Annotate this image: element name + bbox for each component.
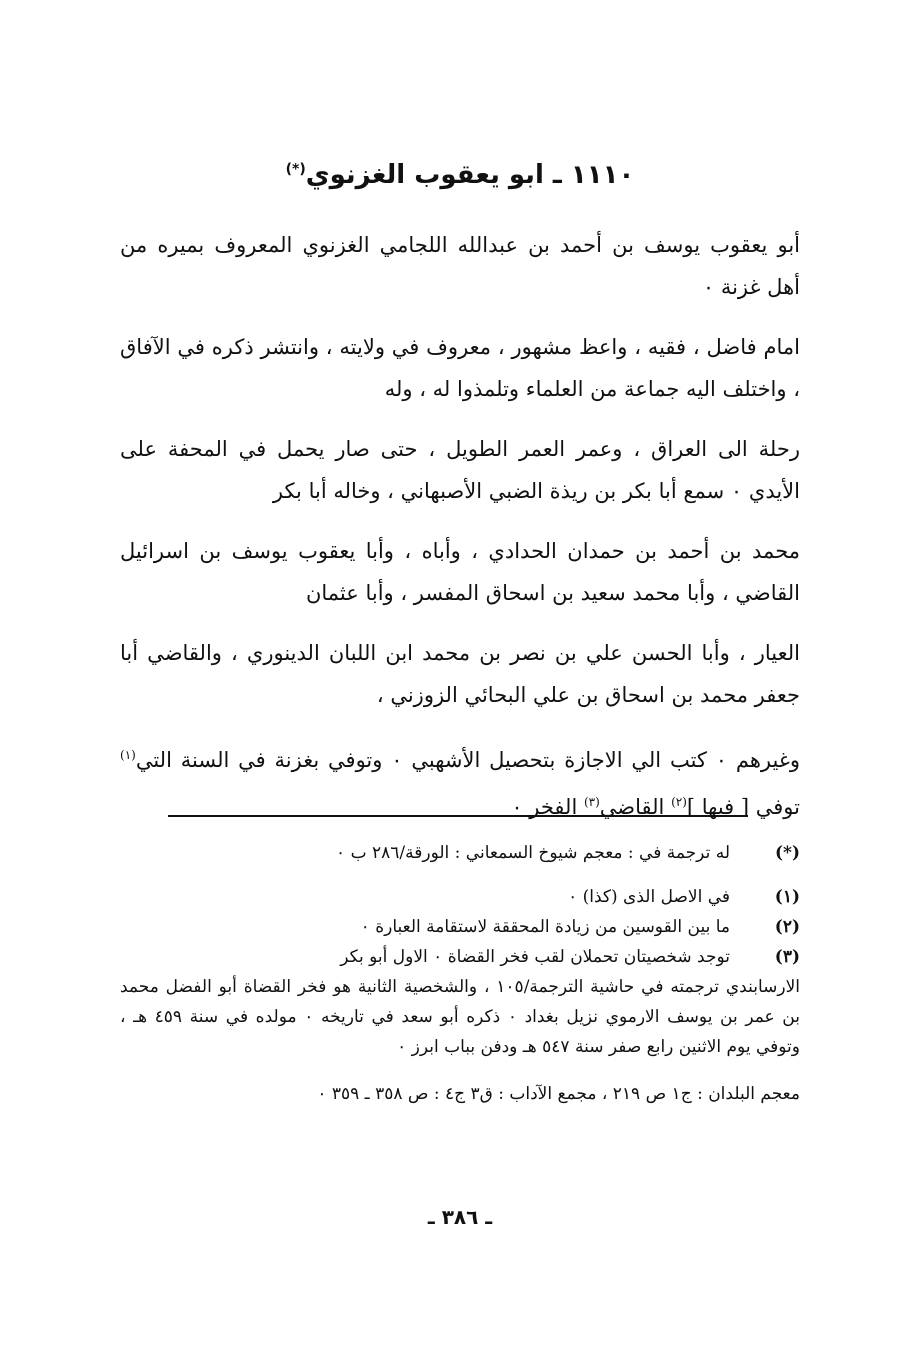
paragraph-more-teachers: العيار ، وأبا الحسن علي بن نصر بن محمد ابن اللبان الدينوري ، والقاضي أبا جعفر محمد بن اسحاق بن علي البحائي الزوزني ،	[120, 641, 800, 707]
entry-title-footnote-mark: (*)	[285, 161, 306, 178]
footnote-marker: (٣)	[774, 947, 800, 967]
paragraph-travels: رحلة الى العراق ، وعمر العمر الطويل ، حتى صار يحمل في المحفة على الأيدي ٠ سمع أبا بكر بن ريذة الضبي الأصبهاني ، وخاله أبا بكر	[120, 437, 800, 503]
footnote-text: ما بين القوسين من زيادة المحققة لاستقامة العبارة ٠	[360, 917, 730, 937]
footnote-text: توجد شخصيتان تحملان لقب فخر القضاة ٠ الاول أبو بكر	[340, 947, 730, 967]
paragraph-description: امام فاضل ، فقيه ، واعظ مشهور ، معروف في ولايته ، وانتشر ذكره في الآفاق ، واختلف اليه جماعة من العلماء وتلمذوا له ، وله	[120, 335, 800, 401]
footnote-star	[120, 838, 800, 868]
paragraph-teachers: محمد بن أحمد بن حمدان الحدادي ، وأباه ، وأبا يعقوب يوسف بن اسرائيل القاضي ، وأبا محمد سعيد بن اسحاق المفسر ، وأبا عثمان	[120, 539, 800, 605]
death-part-c: القاضي	[599, 795, 672, 819]
footnote-continuation: الارسابندي ترجمته في حاشية الترجمة/١٠٥ ، والشخصية الثانية هو فخر القضاة أبو الفضل محمد بن عمر بن يوسف الارموي نزيل بغداد ٠ ذكره أبو سعد في تاريخه ٠ مولده في سنة ٤٥٩ هـ ، وتوفي يوم الاثنين رابع صفر سنة ٥٤٧ هـ ودفن بباب ابرز ٠	[120, 977, 800, 1057]
footnote-item	[120, 882, 800, 912]
entry-title	[120, 160, 800, 190]
paragraph-name: أبو يعقوب يوسف بن أحمد بن عبدالله اللجامي الغزنوي المعروف بميره من أهل غزنة ٠	[120, 233, 800, 299]
footnote-marker: (٢)	[774, 917, 800, 937]
death-line-1: وغيرهم ٠ كتب الي الاجازة بتحصيل الأشهبي ٠ وتوفي بغزنة في السنة	[180, 748, 800, 772]
footnote-mark-3: (٣)	[583, 795, 600, 809]
footnote-item	[120, 942, 800, 972]
death-part-a: التي	[135, 748, 172, 772]
footnote-text: في الاصل الذى (كذا) ٠	[568, 887, 730, 907]
footnotes	[120, 838, 800, 1126]
footnote-mark-1: (١)	[120, 748, 136, 762]
death-part-b: توفي [ فيها ]	[686, 795, 800, 819]
footnote-item	[120, 912, 800, 942]
footnote-star-marker: (*)	[775, 843, 800, 863]
biography-body	[120, 224, 800, 846]
footnote-star-text: له ترجمة في : معجم شيوخ السمعاني : الورقة/٢٨٦ ب ٠	[336, 843, 730, 863]
footnote-mark-2: (٢)	[671, 795, 687, 809]
paragraph-death	[120, 734, 800, 828]
entry-title-text: ١١١٠ ـ ابو يعقوب الغزنوي	[305, 160, 635, 190]
footnote-sources: معجم البلدان : ج١ ص ٢١٩ ، مجمع الآداب : ق٣ ج٤ : ص ٣٥٨ ـ ٣٥٩ ٠	[317, 1084, 800, 1104]
footnote-list	[120, 882, 800, 972]
death-part-d: الفخر ٠	[511, 795, 584, 819]
footnote-marker: (١)	[774, 887, 800, 907]
page-number: ـ ٣٨٦ ـ	[427, 1205, 493, 1229]
footnote-divider	[168, 815, 748, 817]
